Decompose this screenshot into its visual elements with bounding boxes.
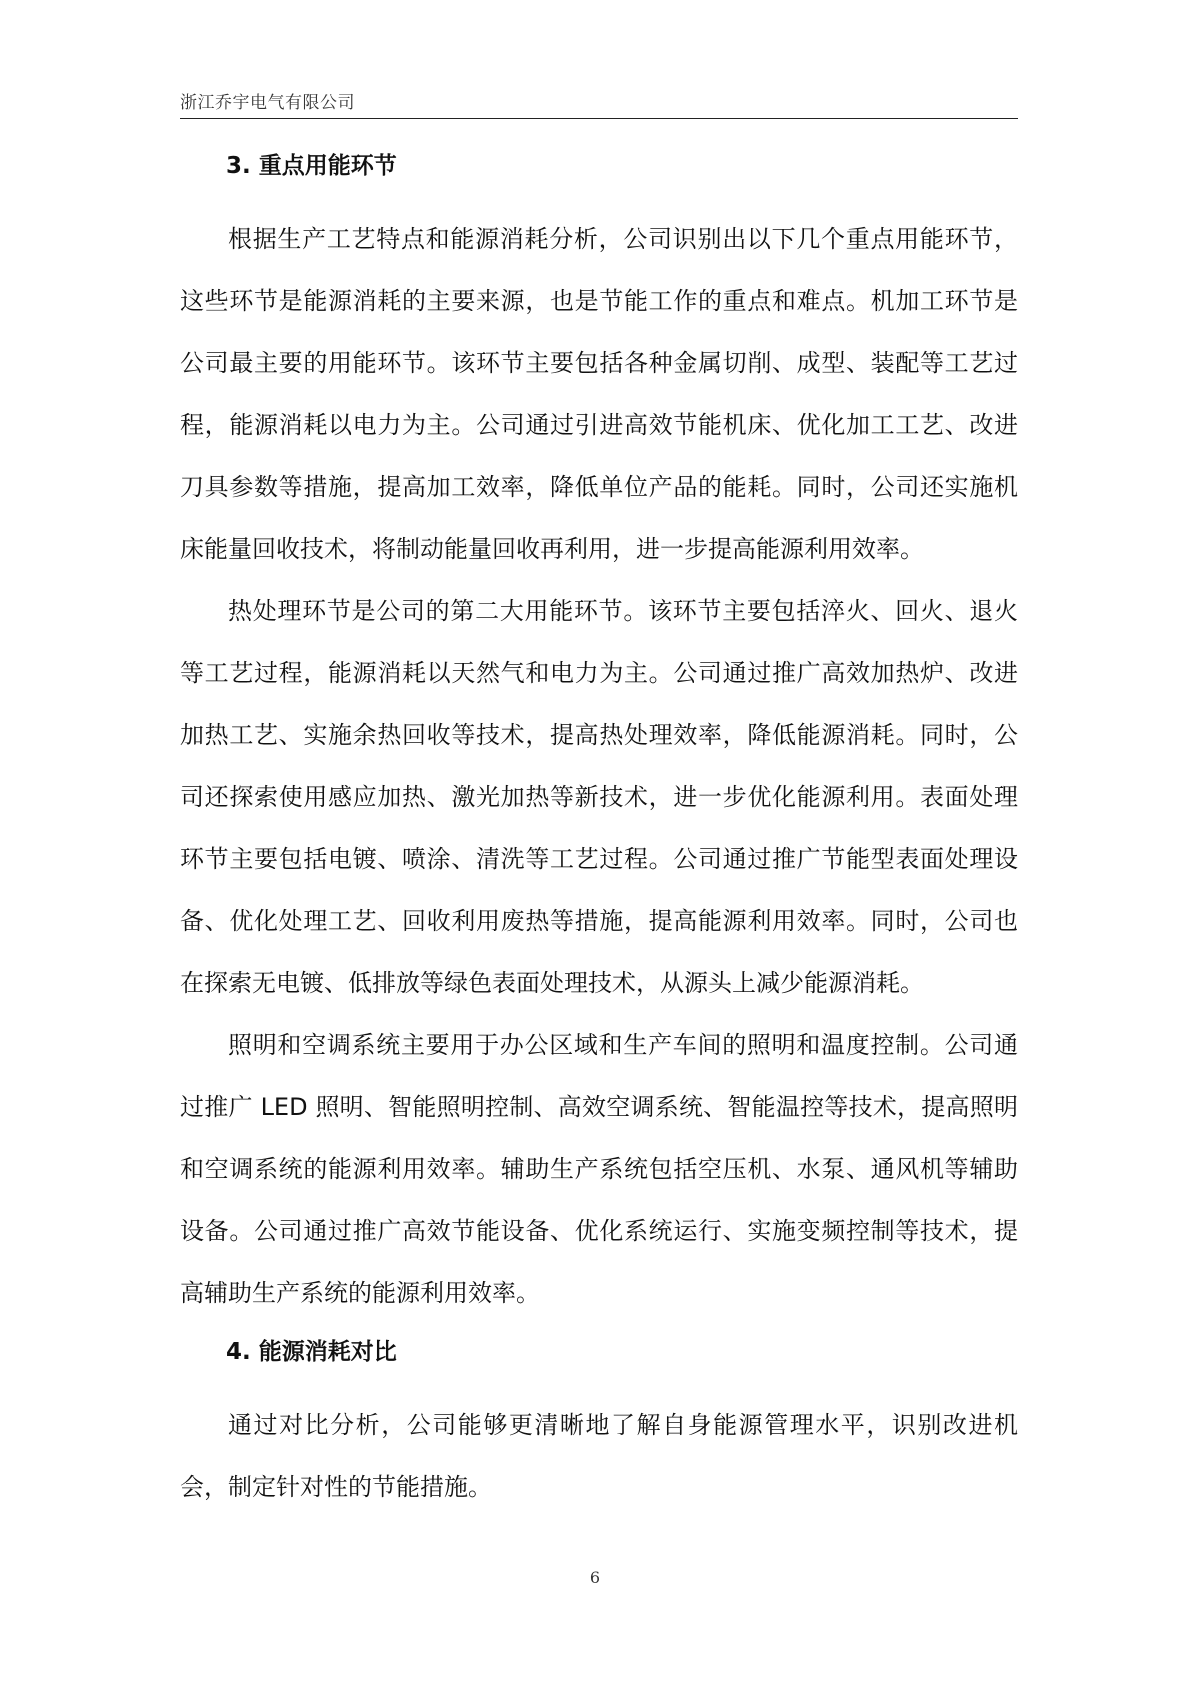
body-paragraph: 根据生产工艺特点和能源消耗分析，公司识别出以下几个重点用能环节，这些环节是能源消耗的主要来源，也是节能工作的重点和难点。机加工环节是公司最主要的用能环节。该环节主要包括各种金属切削、成型、装配等工艺过程，能源消耗以电力为主。公司通过引进高效节能机床、优化加工工艺、改进刀具参数等措施，提高加工效率，降低单位产品的能耗。同时，公司还实施机床能量回收技术，将制动能量回收再利用，进一步提高能源利用效率。 bbox=[180, 225, 1018, 563]
page-number: 6 bbox=[589, 1568, 601, 1587]
body-paragraph: 照明和空调系统主要用于办公区域和生产车间的照明和温度控制。公司通过推广 LED 照明、智能照明控制、高效空调系统、智能温控等技术，提高照明和空调系统的能源利用效率。辅助生产系统包括空压机、水泵、通风机等辅助设备。公司通过推广高效节能设备、优化系统运行、实施变频控制等技术，提高辅助生产系统的能源利用效率。 bbox=[180, 1031, 1018, 1307]
header-company-name: 浙江乔宇电气有限公司 bbox=[180, 93, 355, 113]
body-paragraph: 热处理环节是公司的第二大用能环节。该环节主要包括淬火、回火、退火等工艺过程，能源消耗以天然气和电力为主。公司通过推广高效加热炉、改进加热工艺、实施余热回收等技术，提高热处理效率，降低能源消耗。同时，公司还探索使用感应加热、激光加热等新技术，进一步优化能源利用。表面处理环节主要包括电镀、喷涂、清洗等工艺过程。公司通过推广节能型表面处理设备、优化处理工艺、回收利用废热等措施，提高能源利用效率。同时，公司也在探索无电镀、低排放等绿色表面处理技术，从源头上减少能源消耗。 bbox=[180, 597, 1018, 997]
page-header bbox=[180, 86, 1018, 119]
body-paragraph: 通过对比分析，公司能够更清晰地了解自身能源管理水平，识别改进机会，制定针对性的节能措施。 bbox=[180, 1411, 1018, 1501]
section-heading-key-energy-links: 3. 重点用能环节 bbox=[226, 153, 397, 179]
section-heading-energy-comparison: 4. 能源消耗对比 bbox=[226, 1339, 397, 1365]
document-body bbox=[180, 150, 1018, 1518]
